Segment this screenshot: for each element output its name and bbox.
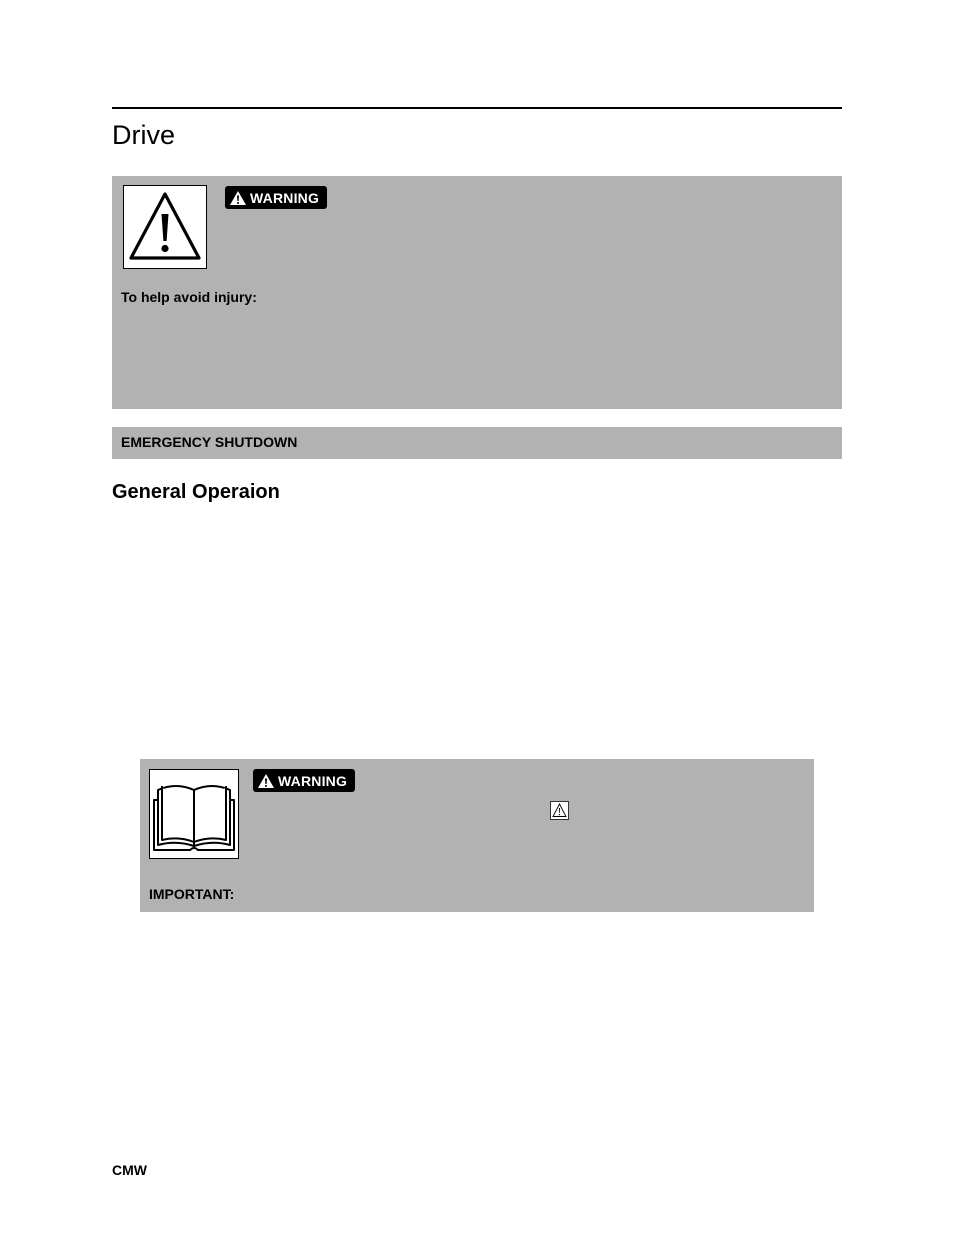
page-footer: CMW (112, 1162, 147, 1178)
warning-box-manual (140, 759, 814, 912)
section-heading: General Operaion (112, 481, 280, 503)
title-rule (112, 107, 842, 109)
warning-badge-label: WARNING (278, 772, 348, 789)
manual-book-icon (149, 769, 239, 859)
warning-triangle-icon (257, 773, 275, 789)
emergency-shutdown-label: EMERGENCY SHUTDOWN (121, 434, 298, 450)
page-title: Drive (112, 120, 176, 150)
warning-badge-label: WARNING (250, 189, 320, 206)
injury-intro: To help avoid injury: (121, 289, 257, 305)
emergency-shutdown-bar (112, 427, 842, 459)
warning-badge-2 (253, 769, 355, 792)
warning-box-injury (112, 176, 842, 409)
warning-badge (225, 186, 327, 209)
important-label: IMPORTANT: (149, 886, 235, 902)
warning-triangle-icon (229, 190, 247, 206)
exclamation-triangle-icon (123, 185, 207, 269)
small-warning-triangle-icon (550, 801, 569, 820)
